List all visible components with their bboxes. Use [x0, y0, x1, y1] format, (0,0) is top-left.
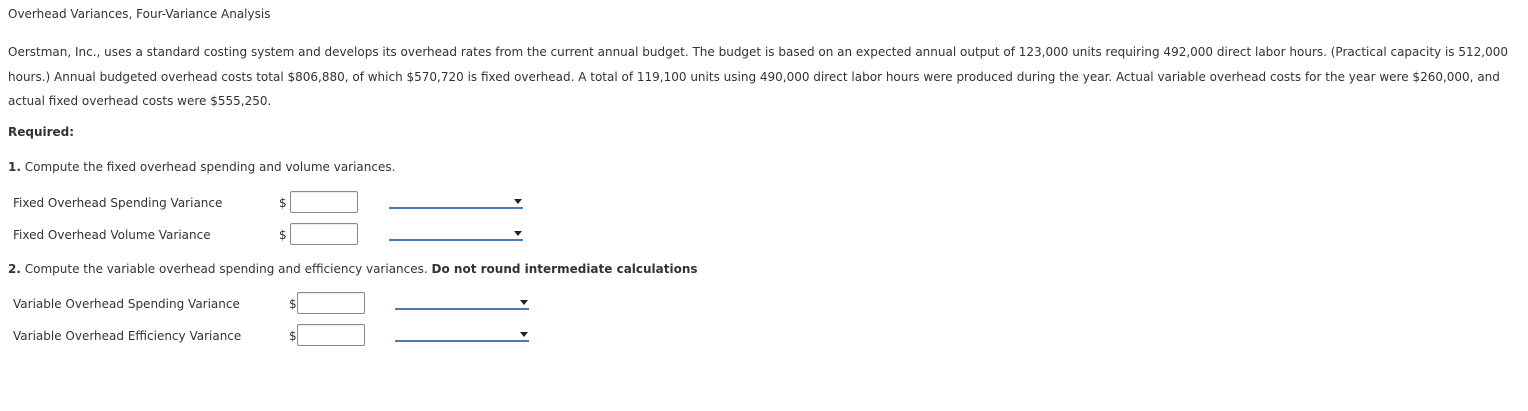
required-heading: Required: [8, 125, 75, 139]
variable-overhead-efficiency-amount-input[interactable] [297, 324, 365, 346]
variable-overhead-spending-amount-input[interactable] [297, 292, 365, 314]
page-title: Overhead Variances, Four-Variance Analysis [8, 7, 271, 21]
question-1 [8, 160, 395, 174]
currency-symbol: $ [289, 297, 297, 311]
fixed-overhead-volume-amount-input[interactable] [290, 223, 358, 245]
row-label: Fixed Overhead Volume Variance [13, 228, 211, 242]
question-number: 1. [8, 160, 21, 174]
currency-symbol: $ [289, 329, 297, 343]
currency-symbol: $ [279, 228, 287, 242]
chevron-down-icon [514, 199, 522, 204]
fixed-overhead-spending-select[interactable] [389, 196, 523, 209]
chevron-down-icon [514, 231, 522, 236]
question-text: Compute the variable overhead spending and efficiency variances. [20, 262, 432, 276]
chevron-down-icon [520, 332, 528, 337]
fixed-overhead-volume-select[interactable] [389, 228, 523, 241]
fixed-overhead-spending-amount-input[interactable] [290, 191, 358, 213]
question-text: Compute the fixed overhead spending and volume variances. [20, 160, 396, 174]
variable-overhead-spending-select[interactable] [395, 297, 529, 310]
row-label: Fixed Overhead Spending Variance [13, 196, 223, 210]
variable-overhead-efficiency-select[interactable] [395, 329, 529, 342]
question-instruction: Do not round intermediate calculations [431, 262, 698, 276]
chevron-down-icon [520, 300, 528, 305]
row-label: Variable Overhead Efficiency Variance [13, 329, 242, 343]
row-label: Variable Overhead Spending Variance [13, 297, 240, 311]
question-number: 2. [8, 262, 21, 276]
question-2 [8, 262, 698, 276]
problem-statement: Oerstman, Inc., uses a standard costing system and develops its overhead rates from the current annual budget. The budget is based on an expected annual output of 123,000 units requiring 492,000 direct labor hours. (Practical capacity is 512,000 hours.) Annual budgeted overhead costs total $806,880, of which $570,720 is fixed overhead. A total of 119,100 units using 490,000 direct labor hours were produced during the year. Actual variable overhead costs for the year were $260,000, and actual fixed overhead costs were $555,250. [8, 45, 1508, 108]
currency-symbol: $ [279, 196, 287, 210]
